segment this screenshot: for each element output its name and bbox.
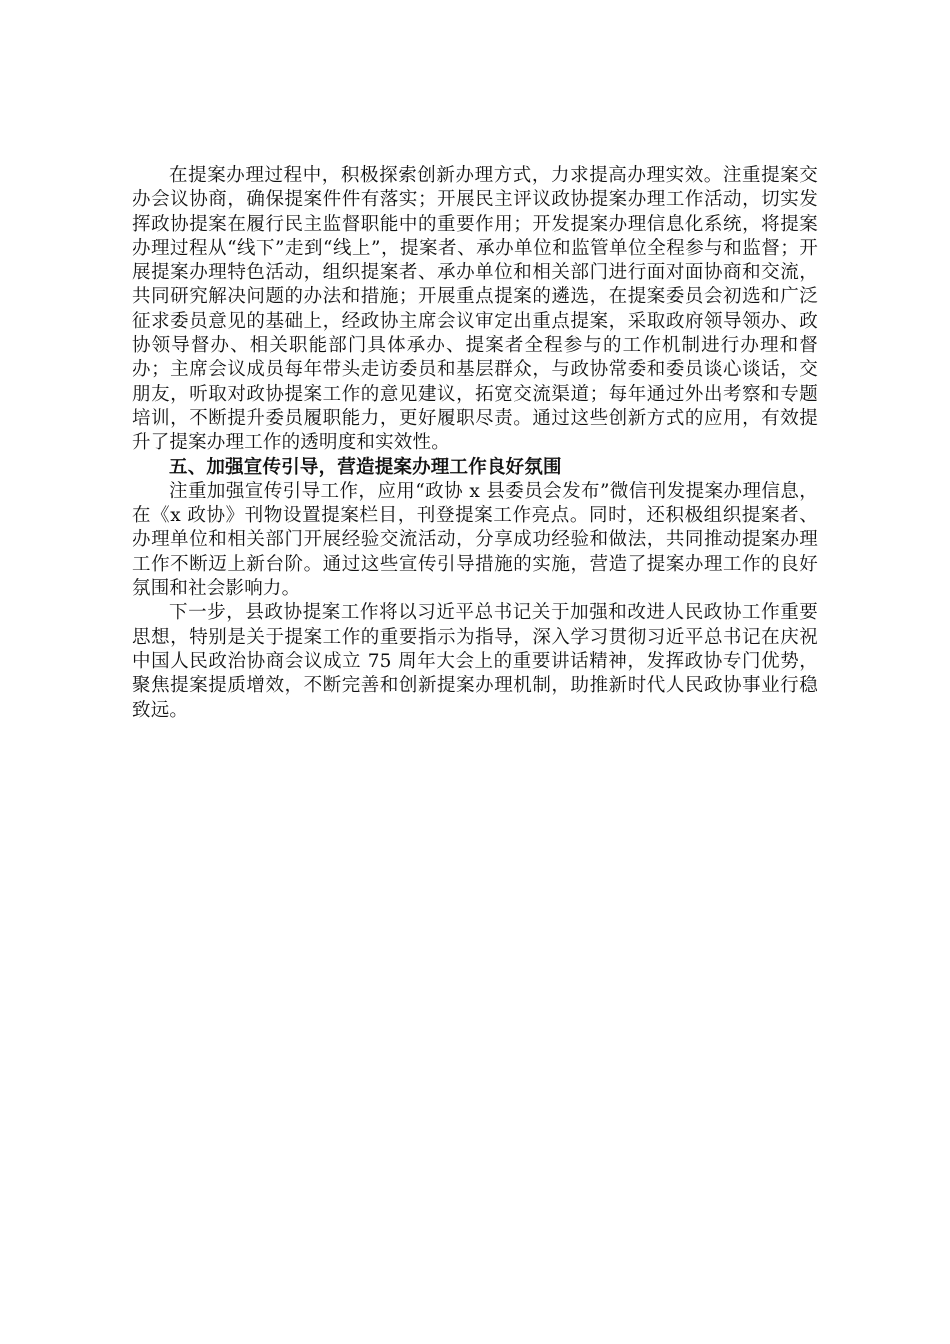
section-heading-publicity: 五、加强宣传引导，营造提案办理工作良好氛围	[169, 456, 562, 478]
paragraph-next-steps: 下一步，县政协提案工作将以习近平总书记关于加强和改进人民政协工作重要思想，特别是关于提案工作的重要指示为指导，深入学习贯彻习近平总书记在庆祝中国人民政治协商会议成立 75 周年大会上的重要讲话精神，发挥政协专门优势，聚焦提案提质增效，不断完善和创新提案办理机制，助推新时代人民政协事业行稳致远。	[132, 602, 818, 721]
paragraph-innovation: 在提案办理过程中，积极探索创新办理方式，力求提高办理实效。注重提案交办会议协商，确保提案件件有落实；开展民主评议政协提案办理工作活动，切实发挥政协提案在履行民主监督职能中的重要作用；开发提案办理信息化系统，将提案办理过程从“线下”走到“线上”，提案者、承办单位和监管单位全程参与和监督；开展提案办理特色活动，组织提案者、承办单位和相关部门进行面对面协商和交流，共同研究解决问题的办法和措施；开展重点提案的遴选，在提案委员会初选和广泛征求委员意见的基础上，经政协主席会议审定出重点提案，采取政府领导领办、政协领导督办、相关职能部门具体承办、提案者全程参与的工作机制进行办理和督办；主席会议成员每年带头走访委员和基层群众，与政协常委和委员谈心谈话，交朋友，听取对政协提案工作的意见建议，拓宽交流渠道；每年通过外出考察和专题培训，不断提升委员履职能力，更好履职尽责。通过这些创新方式的应用，有效提升了提案办理工作的透明度和实效性。	[132, 165, 818, 454]
document-body	[132, 164, 818, 723]
paragraph-publicity: 注重加强宣传引导工作，应用“政协 x 县委员会发布”微信刊发提案办理信息，在《x 政协》刊物设置提案栏目，刊登提案工作亮点。同时，还积极组织提案者、办理单位和相关部门开展经验交流活动，分享成功经验和做法，共同推动提案办理工作不断迈上新台阶。通过这些宣传引导措施的实施，营造了提案办理工作的良好氛围和社会影响力。	[132, 480, 818, 600]
